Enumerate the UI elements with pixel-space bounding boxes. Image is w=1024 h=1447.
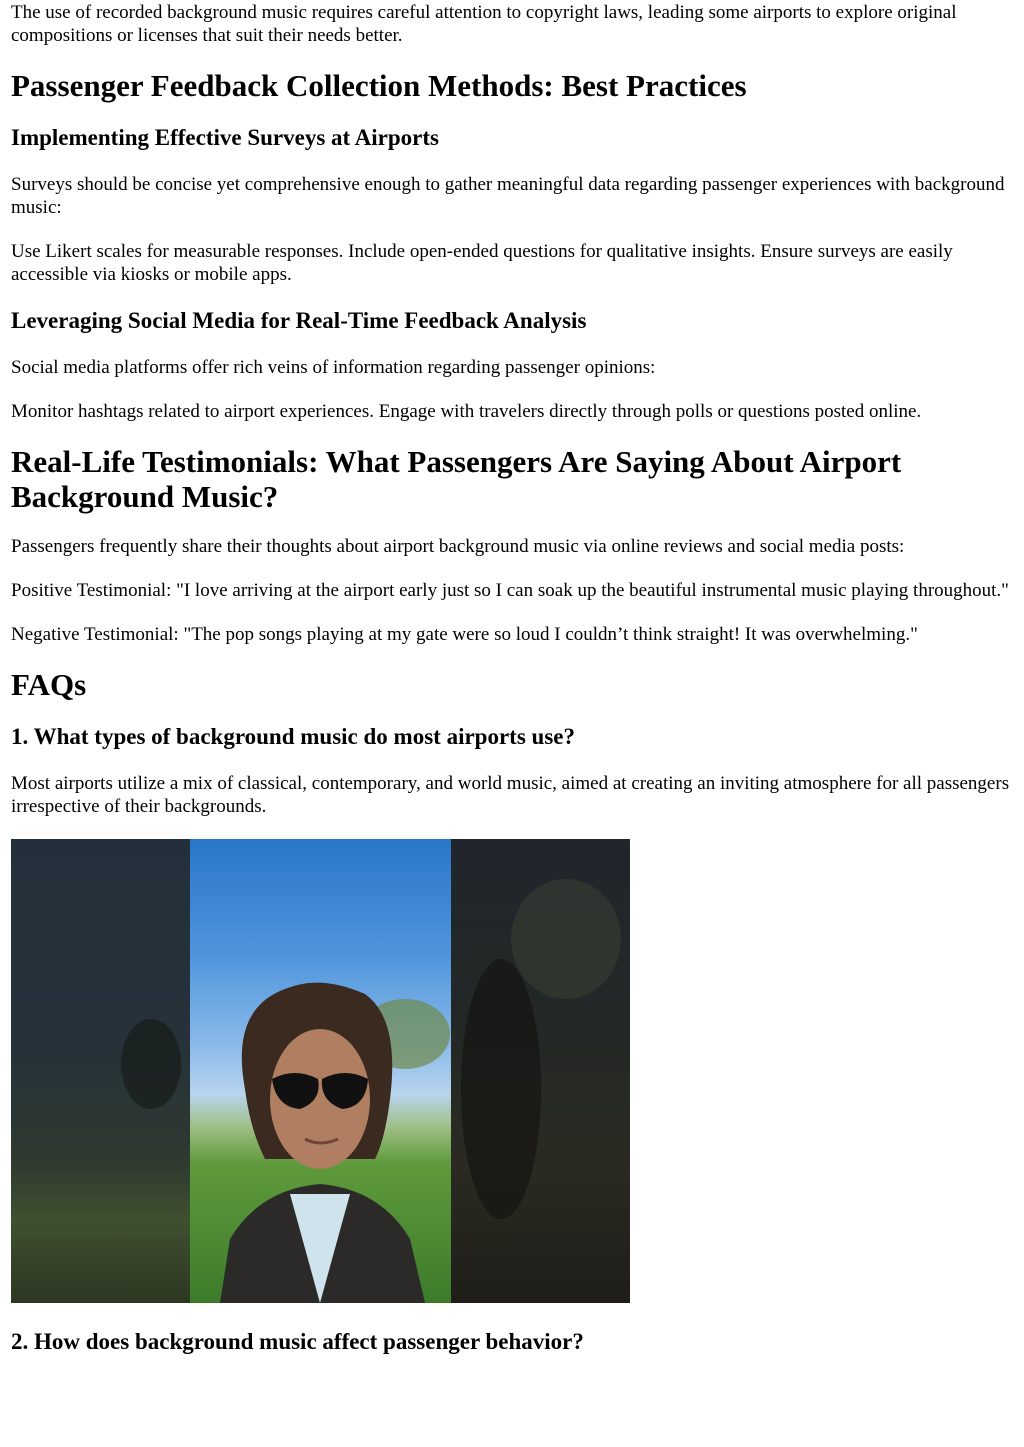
faq-answer-1: Most airports utilize a mix of classical, contemporary, and world music, aimed at creating an inviting atmosphere for all passengers irrespective of their backgrounds. xyxy=(11,773,1010,817)
article xyxy=(0,1,1024,1355)
surveys-paragraph-2: Use Likert scales for measurable responses. Include open-ended questions for qualitative insights. Ensure surveys are easily accessible via kiosks or mobile apps. xyxy=(11,241,953,285)
photo-right-panel xyxy=(451,839,630,1303)
section-heading-feedback: Passenger Feedback Collection Methods: Best Practices xyxy=(11,68,747,103)
portrait-figure xyxy=(190,839,451,1303)
subheading-surveys: Implementing Effective Surveys at Airports xyxy=(11,125,439,150)
social-paragraph-1: Social media platforms offer rich veins of information regarding passenger opinions: xyxy=(11,357,656,378)
subheading-social-media: Leveraging Social Media for Real-Time Feedback Analysis xyxy=(11,308,587,333)
photo-left-panel xyxy=(11,839,190,1303)
negative-testimonial: Negative Testimonial: "The pop songs playing at my gate were so loud I couldn’t think straight! It was overwhelming." xyxy=(11,624,918,645)
section-heading-testimonials: Real-Life Testimonials: What Passengers Are Saying About Airport Background Music? xyxy=(11,444,902,514)
social-paragraph-2: Monitor hashtags related to airport experiences. Engage with travelers directly through polls or questions posted online. xyxy=(11,401,922,422)
testimonials-paragraph-1: Passengers frequently share their thoughts about airport background music via online reviews and social media posts: xyxy=(11,536,905,557)
positive-testimonial: Positive Testimonial: "I love arriving at the airport early just so I can soak up the beautiful instrumental music playing throughout." xyxy=(11,580,1009,601)
section-heading-faqs: FAQs xyxy=(11,667,87,702)
intro-paragraph: The use of recorded background music requires careful attention to copyright laws, leading some airports to explore original compositions or licenses that suit their needs better. xyxy=(11,2,957,46)
faq-question-2: 2. How does background music affect passenger behavior? xyxy=(11,1329,584,1354)
photo-center-panel xyxy=(190,839,451,1303)
surveys-paragraph-1: Surveys should be concise yet comprehensive enough to gather meaningful data regarding passenger experiences with background music: xyxy=(11,174,1005,218)
article-photo xyxy=(11,839,630,1303)
faq-question-1: 1. What types of background music do most airports use? xyxy=(11,724,575,749)
